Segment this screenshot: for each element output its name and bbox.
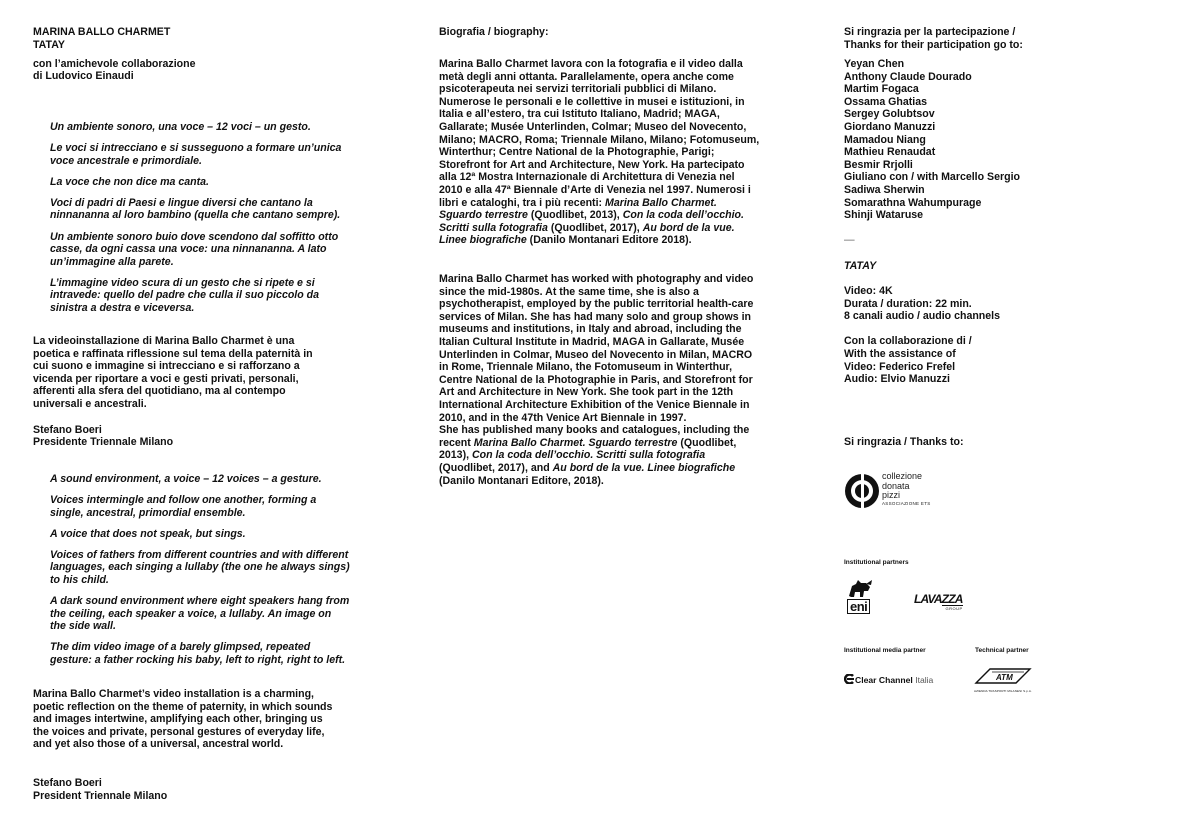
participant-name: Yeyan Chen (844, 58, 905, 70)
participant-name: Sergey Golubtsov (844, 108, 935, 121)
it-quote: Voci di padri di Paesi e lingue diversi che cantano la ninnananna al loro bambino (quella che cantano sempre). (50, 196, 341, 222)
it-quote: Un ambiente sonoro buio dove scendono dal soffitto otto casse, da ogni cassa una voce: una ninnananna. A lato un’immagine alla parete. (50, 230, 339, 268)
eni-logo (846, 578, 876, 614)
institutional-partners-label: Institutional partners (844, 559, 909, 566)
participant-name: Mathieu Renaudat (844, 146, 936, 159)
atm-mark-icon (974, 668, 1032, 684)
signature-role-en: President Triennale Milano (33, 790, 168, 802)
it-quote: Un ambiente sonoro, una voce – 12 voci – un gesto. (50, 121, 311, 133)
technical-partner-label: Technical partner (975, 647, 1029, 654)
atm-logo (974, 668, 1034, 693)
collab-line-2: di Ludovico Einaudi (33, 70, 134, 82)
bio-heading: Biografia / biography: (439, 26, 549, 38)
signature-name-en: Stefano Boeri (33, 777, 102, 789)
participant-name: Giuliano con / with Marcello Sergio (844, 171, 1020, 184)
collab-credit-2: With the assistance of (844, 348, 956, 360)
clear-channel-logo: Clear Channel Italia (844, 674, 933, 686)
separator-dash: — (844, 234, 855, 246)
cdp-mark-icon (844, 472, 880, 510)
cdp-text: collezione donata pizzi ASSOCIAZIONE ETS (882, 471, 931, 506)
participant-name: Shinji Wataruse (844, 209, 924, 222)
media-partner-label: Institutional media partner (844, 647, 926, 654)
it-quote: L’immagine video scura di un gesto che si ripete e si intravede: quello del padre che culla il suo piccolo da sinistra a destra e viceversa. (50, 276, 320, 315)
it-quote: La voce che non dice ma canta. (50, 175, 209, 188)
work-title-credits: TATAY (844, 260, 877, 272)
it-quote: Le voci si intrecciano e si susseguono a formare un’unica voce ancestrale e primordiale. (50, 142, 342, 167)
participant-name: Mamadou Niang (844, 133, 926, 146)
italian-quotes (50, 121, 350, 323)
en-quote: A voice that does not speak, but sings. (50, 527, 246, 540)
work-title: TATAY (33, 39, 65, 51)
participants-list (844, 58, 1020, 222)
english-body: Marina Ballo Charmet’s video installation is a charming, poetic reflection on the theme of paternity, in which sounds and images intertwine, amplifying each other, bringing us the voices and private, personal gestures of everyday life, and yet also those of a universal, ancestral world. (33, 688, 333, 751)
artist-name: MARINA BALLO CHARMET (33, 26, 171, 38)
italian-bio: Marina Ballo Charmet lavora con la fotografia e il video dalla metà degli anni ottanta. Parallelamente, opera anche come psicoterapeuta nei servizi territoriali pubblici di Milano. Numerose le personali e le collettive in musei e istituzioni, in Italia e all’estero, tra cui Istituto Italiano, Madrid; MAGA, Gallarate; Musée Unterlinden, Colmar; Museo del Novecento, Milano; MACRO, Roma; Triennale Milano, Milano; Fotomuseum, Winterthur; Centre National de la Photographie, Parigi; Storefront for Art and Architecture, New York. Ha partecipato alla 12ª Mostra Internazionale di Architettura di Venezia nel 2010 e alla 47ª Biennale d’Arte di Venezia nel 1997. Numerosi i libri e cataloghi, tra i più recenti: Marina Ballo Charmet. Sguardo terrestre (Quodlibet, 2013), Con la coda dell’occhio. Scritti sulla fotografia (Quodlibet, 2017), Au bord de la vue. Linee biografiche (Danilo Montanari Editore 2018). (439, 58, 760, 247)
en-quote: Voices of fathers from different countries and with different languages, each singing a lullaby (the one he always sings) to his child. (50, 548, 350, 587)
en-quote: The dim video image of a barely glimpsed, repeated gesture: a father rocking his baby, left to right, right to left. (50, 641, 346, 667)
en-quote: Voices intermingle and follow one another, forming a single, ancestral, primordial ensemble. (50, 494, 317, 519)
duration: Durata / duration: 22 min. (844, 298, 972, 310)
collezione-donata-pizzi-logo (844, 470, 964, 512)
collab-credit-3: Video: Federico Frefel (844, 361, 956, 373)
thanks-heading-2: Thanks for their participation go to: (844, 39, 1023, 51)
signature-name-it: Stefano Boeri (33, 424, 102, 436)
en-quote: A dark sound environment where eight speakers hang from the ceiling, each speaker a voice, a lullaby. An image on the side wall. (50, 595, 350, 633)
signature-role-it: Presidente Triennale Milano (33, 436, 174, 448)
collab-credit-4: Audio: Elvio Manuzzi (844, 373, 950, 385)
eni-wordmark: eni (847, 599, 870, 614)
participant-name: Anthony Claude Dourado (844, 70, 972, 83)
participant-name: Martim Fogaca (844, 83, 919, 96)
collab-credit-1: Con la collaborazione di / (844, 335, 972, 347)
participant-name: Ossama Ghatias (844, 95, 928, 108)
atm-wordmark: ATM (996, 673, 1013, 682)
participant-name: Giordano Manuzzi (844, 120, 936, 133)
video-format: Video: 4K (844, 285, 893, 297)
italian-body: La videoinstallazione di Marina Ballo Charmet è una poetica e raffinata riflessione sul tema della paternità in cui suono e immagine si intrecciano e si rafforzano a vicenda per riportare a voci e gesti privati, personali, afferenti alla sfera del quotidiano, ma al contempo universali e ancestrali. (33, 335, 313, 410)
participant-name: Besmir Rrjolli (844, 158, 913, 171)
participant-name: Somarathna Wahumpurage (844, 196, 982, 209)
atm-subtitle: AZIENDA TRASPORTI MILANESI S.p.A. (974, 689, 1032, 693)
lavazza-logo: LAVAZZA GROUP (914, 592, 963, 611)
en-quote: A sound environment, a voice – 12 voices – a gesture. (50, 473, 322, 485)
clear-channel-icon (844, 674, 855, 684)
audio-channels: 8 canali audio / audio channels (844, 310, 1001, 322)
thanks-heading-1: Si ringrazia per la partecipazione / (844, 26, 1016, 38)
english-bio: Marina Ballo Charmet has worked with photography and video since the mid-1980s. At the same time, she is also a psychotherapist, employed by the public territorial health-care services of Milan. She has had many solo and group shows in museums and institutions, in Italy and abroad, including the Italian Cultural Institute in Madrid, MAGA in Gallarate, Musée Unterlinden in Colmar, Museo del Novecento in Milan, MACRO in Rome, Triennale Milano, the Fotomuseum in Winterthur, Centre National de la Photographie in Paris, and Storefront for Art and Architecture in New York. She took part in the 12th International Architecture Exhibition of the Venice Biennale in 2010, and in the 47th Venice Art Biennale in 1997. She has published many books and catalogues, including the recent Marina Ballo Charmet. Sguardo terrestre (Quodlibet, 2013), Con la coda dell’occhio. Scritti sulla fotografia (Quodlibet, 2017), and Au bord de la vue. Linee biografiche (Danilo Montanari Editore, 2018). (439, 273, 754, 487)
participant-name: Sadiwa Sherwin (844, 183, 925, 196)
thanks-to-heading: Si ringrazia / Thanks to: (844, 436, 964, 448)
english-quotes (50, 473, 350, 675)
collab-line-1: con l’amichevole collaborazione (33, 58, 196, 70)
